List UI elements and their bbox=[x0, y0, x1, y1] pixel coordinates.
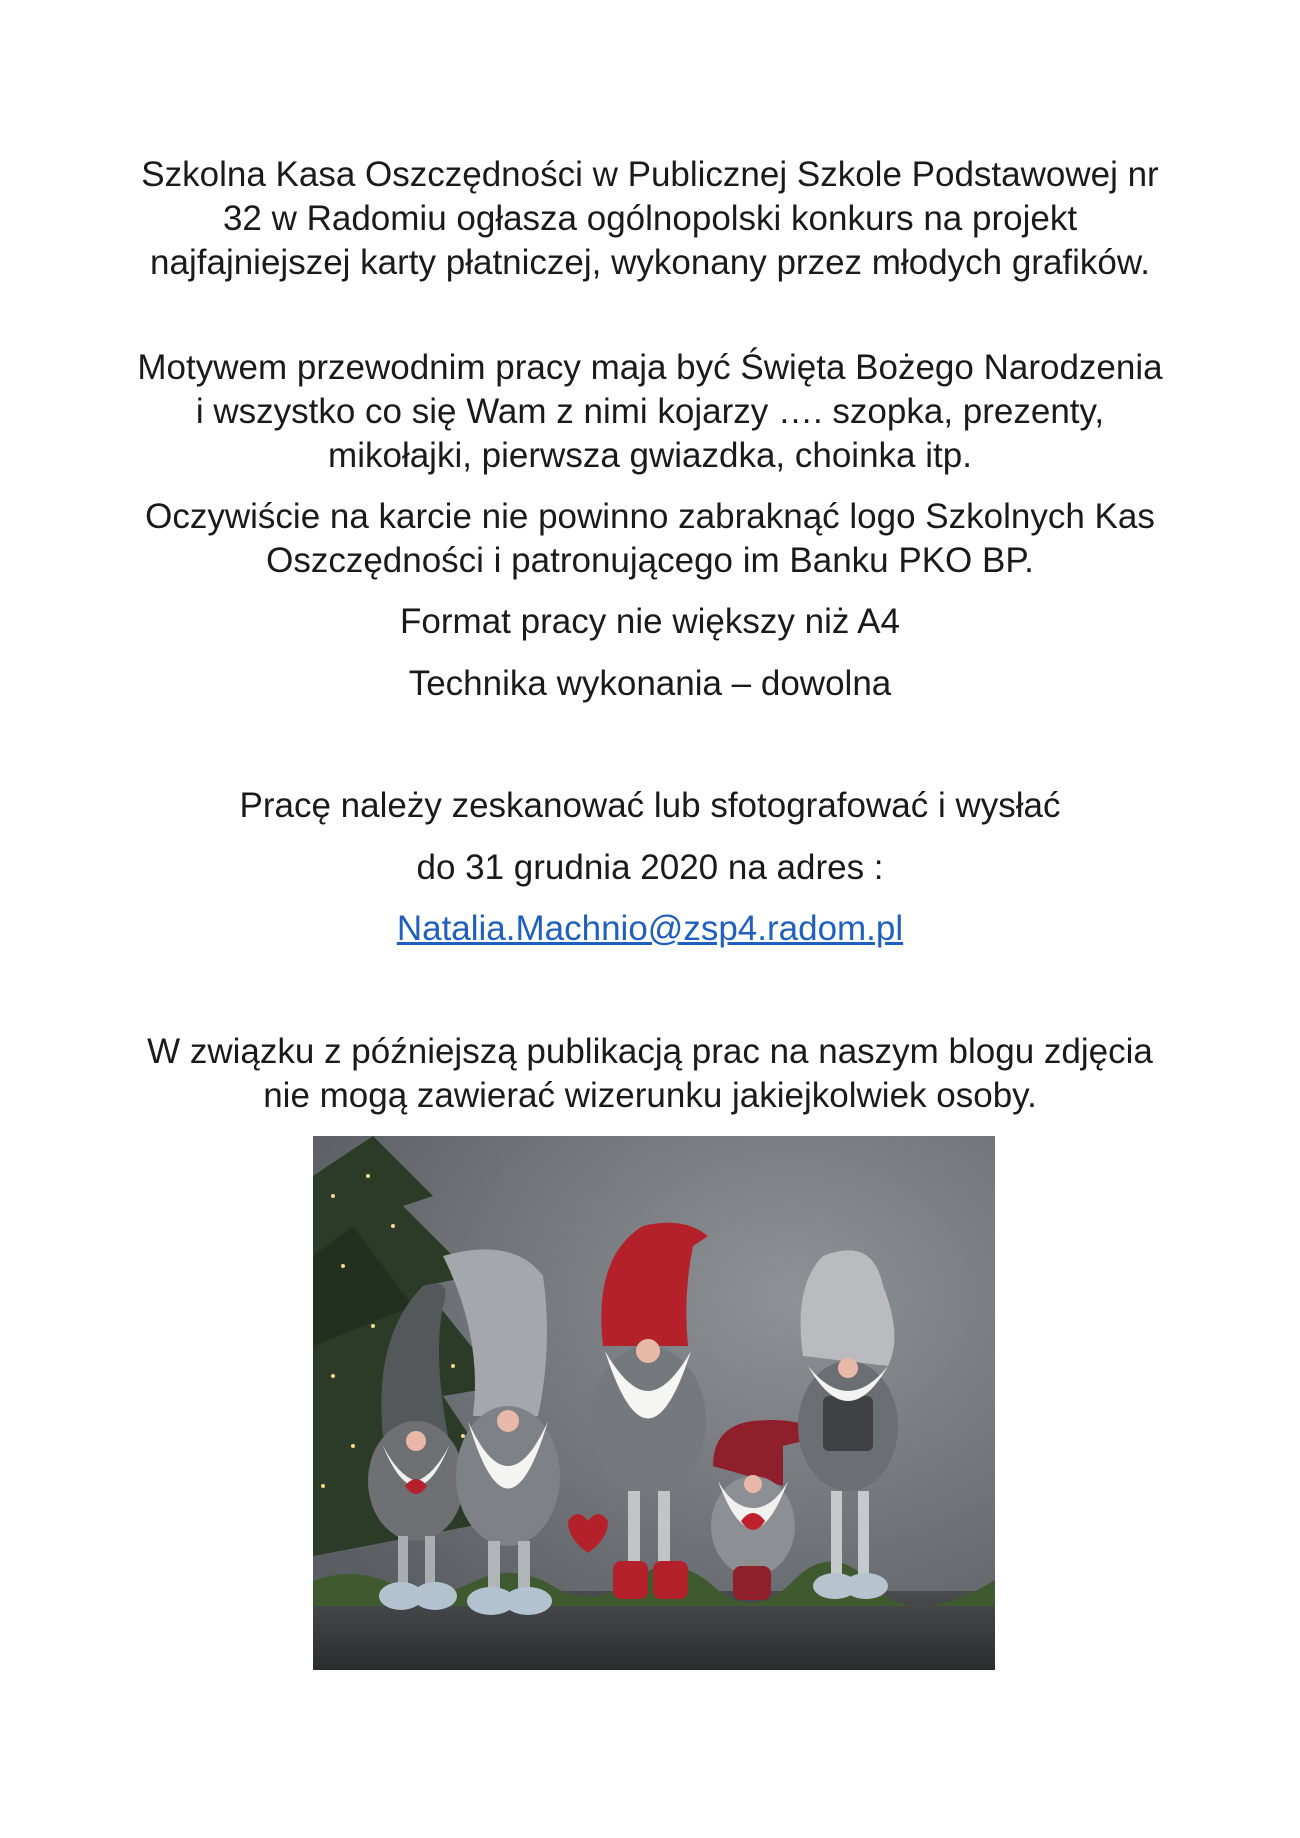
christmas-gnomes-photo bbox=[313, 1136, 995, 1670]
email-line bbox=[130, 907, 1170, 951]
theme-paragraph: Motywem przewodnim pracy maja być Święta Bożego Narodzenia i wszystko co się Wam z nimi kojarzy …. szopka, prezenty, mikołajki, pierwsza gwiazdka, choinka itp. bbox=[137, 348, 1163, 475]
submit-instruction-line: Pracę należy zeskanować lub sfotografować i wysłać bbox=[239, 786, 1061, 825]
privacy-note-paragraph: W związku z późniejszą publikacją prac na naszym blogu zdjęcia nie mogą zawierać wizerunku jakiejkolwiek osoby. bbox=[147, 1032, 1153, 1115]
intro-paragraph: Szkolna Kasa Oszczędności w Publicznej Szkole Podstawowej nr 32 w Radomiu ogłasza ogólnopolski konkurs na projekt najfajniejszej karty płatniczej, wykonany przez młodych grafików. bbox=[141, 155, 1159, 282]
technique-line: Technika wykonania – dowolna bbox=[408, 664, 892, 703]
logo-requirement-paragraph: Oczywiście na karcie nie powinno zabraknąć logo Szkolnych Kas Oszczędności i patronującego im Banku PKO BP. bbox=[145, 497, 1155, 580]
deadline-line: do 31 grudnia 2020 na adres : bbox=[416, 848, 884, 887]
email-link[interactable]: Natalia.Machnio@zsp4.radom.pl bbox=[396, 909, 904, 948]
format-line: Format pracy nie większy niż A4 bbox=[400, 602, 900, 641]
